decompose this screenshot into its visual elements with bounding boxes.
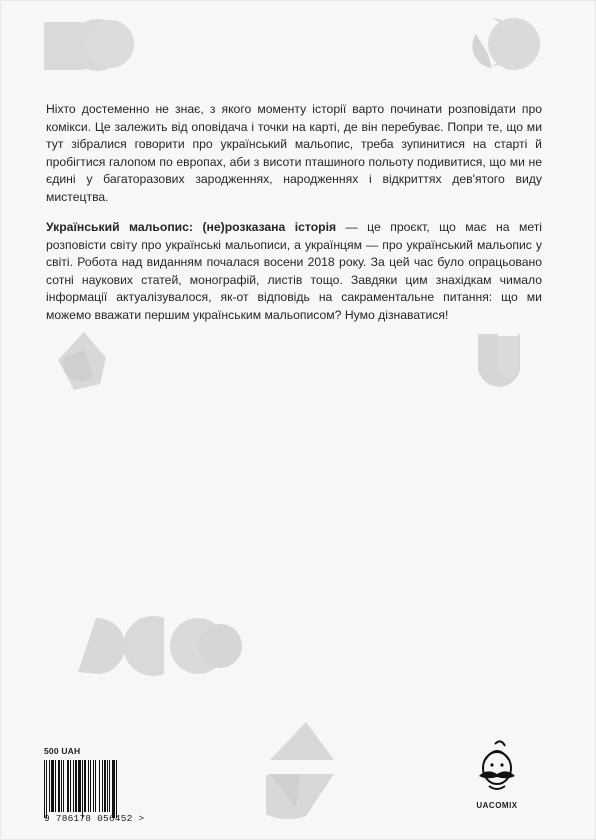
publisher-logo — [462, 738, 532, 810]
bottom-triangles-icon — [266, 718, 338, 820]
mid-left-shape-icon — [54, 330, 114, 394]
isbn-number: 9 786178 056452 > — [44, 813, 145, 824]
publisher-name: UACOMIX — [476, 801, 518, 810]
mid-right-shape-icon — [474, 330, 524, 394]
project-description: — це проєкт, що має на меті розповісти світу про українські мальописи, а українцям — про український мальопис у світі. Робота над виданням почалася восени 2018 року. За цей час було опрацьовано сотні наукових статей, монографій, листів тощо. Завдяки цим знахідкам чимало інформації актуалізувалося, як-от відповідь на сакраментальне питання: що ми можемо вважати першим українським мальописом? Нумо дізнаватися! — [46, 220, 542, 322]
intro-paragraph: Ніхто достеменно не знає, з якого моменту історії варто починати розповідати про комікси. Це залежить від оповідача і точки на карті, де він перебуває. Попри те, що ми тут зібралися говорити про український мальопис, треба зупинитися на старті й пробігтися галопом по европах, аби з висоти пташиного польоту подивитися, що ми не єдині у багаторазових зародженнях, народженнях і відкриттях дев'ятого виду мистецтва. — [46, 102, 542, 204]
barcode-bar — [117, 760, 118, 812]
barcode-bars — [44, 760, 156, 816]
price-label: 500 UAH — [44, 746, 81, 756]
barcode-block — [44, 746, 156, 824]
project-paragraph — [46, 219, 542, 325]
top-left-shape-icon — [40, 14, 136, 76]
project-title: Український мальопис: (не)розказана історія — [46, 220, 337, 234]
cossack-mustache-face-icon — [475, 738, 519, 794]
top-right-shape-icon — [462, 14, 544, 74]
bottom-left-shapes-icon — [70, 612, 246, 680]
